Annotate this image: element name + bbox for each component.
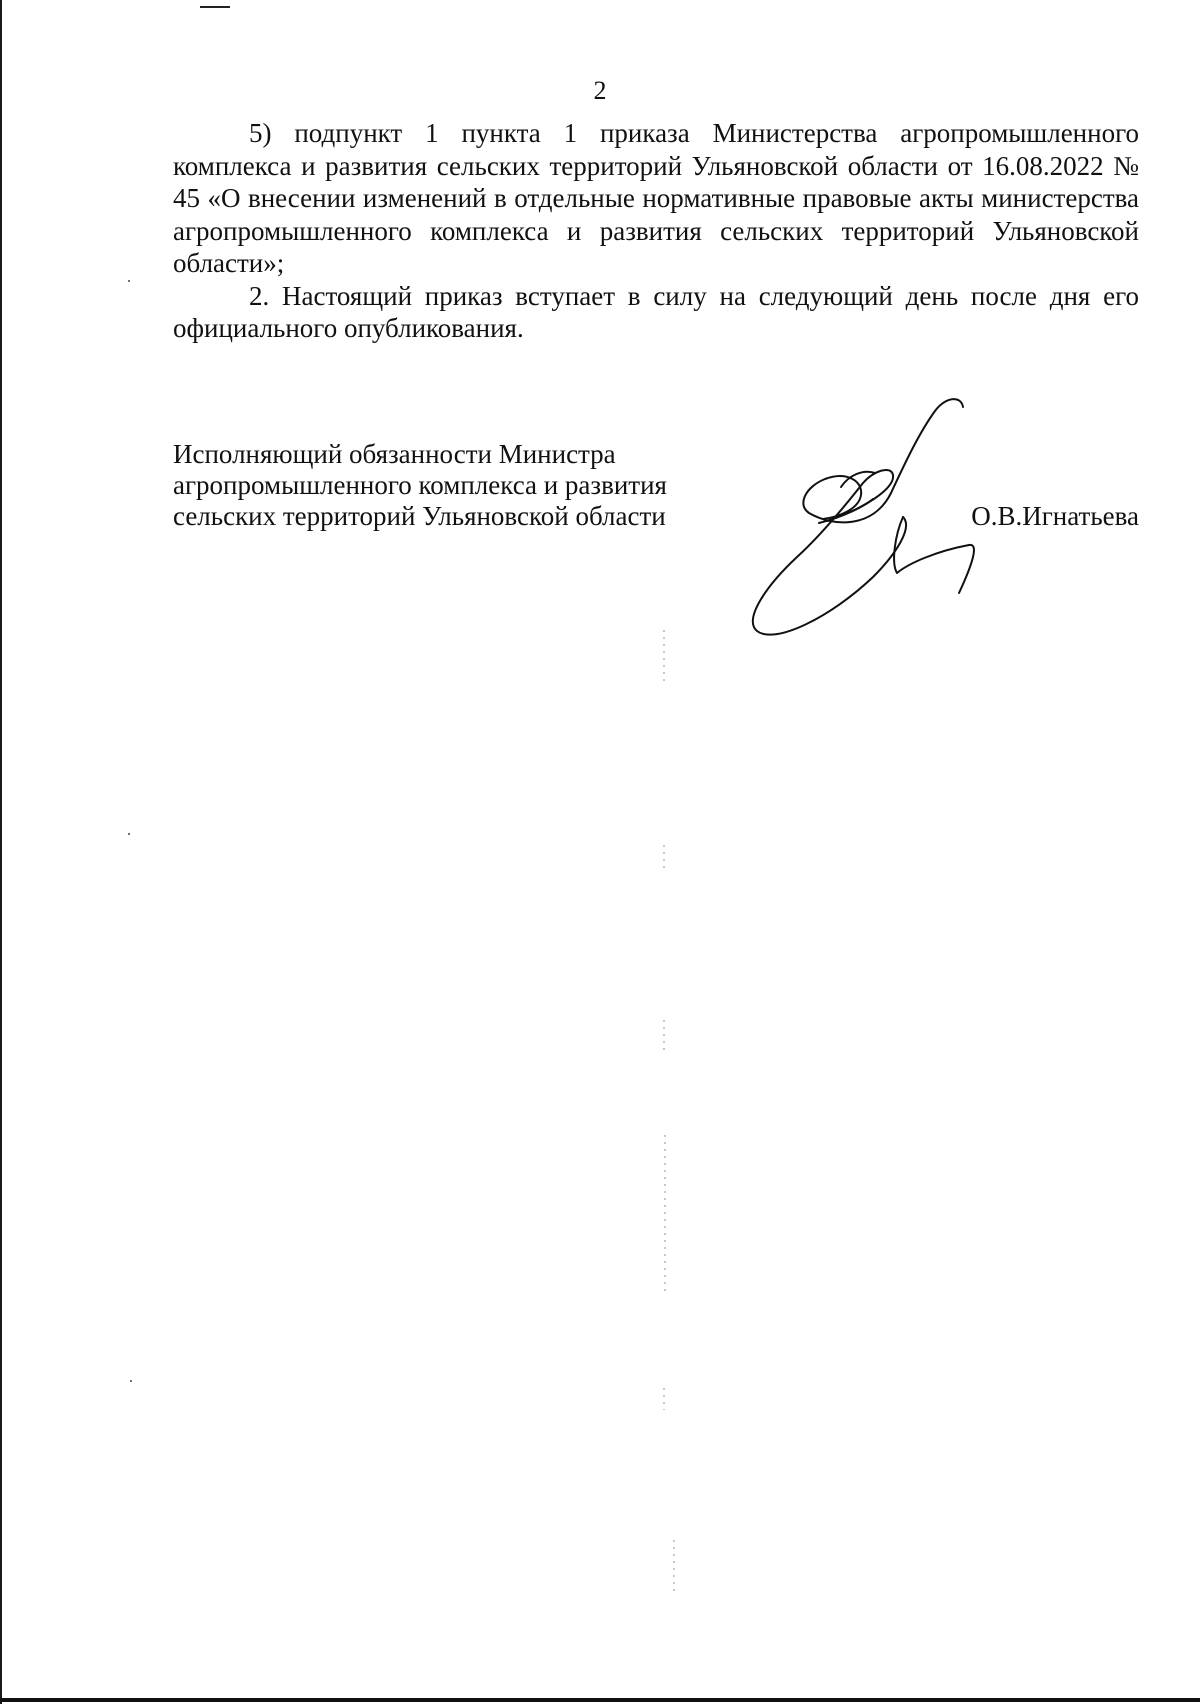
- scan-noise: [663, 845, 665, 873]
- scan-edge: [0, 1698, 1200, 1702]
- paragraph-item-5: 5) подпункт 1 пункта 1 приказа Министерства агропромышленного комплекса и развития сельских территорий Ульяновской области от 16.08.2022 № 45 «О внесении изменений в отдельные нормативные правовые акты министерства агропромышленного комплекса и развития сельских территорий Ульяновской области»;: [173, 118, 1139, 278]
- handwritten-signature: [723, 367, 983, 637]
- document-body: [173, 117, 1139, 345]
- scan-mark: [200, 6, 230, 8]
- paragraph-effective-date: 2. Настоящий приказ вступает в силу на следующий день после дня его официального опубликования.: [173, 280, 1139, 343]
- scan-speck: [130, 1380, 132, 1382]
- scan-noise: [673, 1540, 675, 1595]
- scan-noise: [663, 1020, 665, 1050]
- scan-noise: [663, 1388, 665, 1410]
- signer-position-line: Исполняющий обязанности Министра: [173, 439, 616, 469]
- page-number: 2: [593, 76, 607, 105]
- scan-speck: [128, 833, 130, 835]
- scan-speck: [128, 280, 130, 282]
- signer-position-line: сельских территорий Ульяновской области: [173, 501, 666, 531]
- signer-name: О.В.Игнатьева: [971, 501, 1139, 531]
- scan-edge: [0, 0, 2, 1704]
- signer-position-line: агропромышленного комплекса и развития: [173, 470, 667, 500]
- scan-noise: [664, 1135, 666, 1295]
- signature-block: [173, 439, 1139, 639]
